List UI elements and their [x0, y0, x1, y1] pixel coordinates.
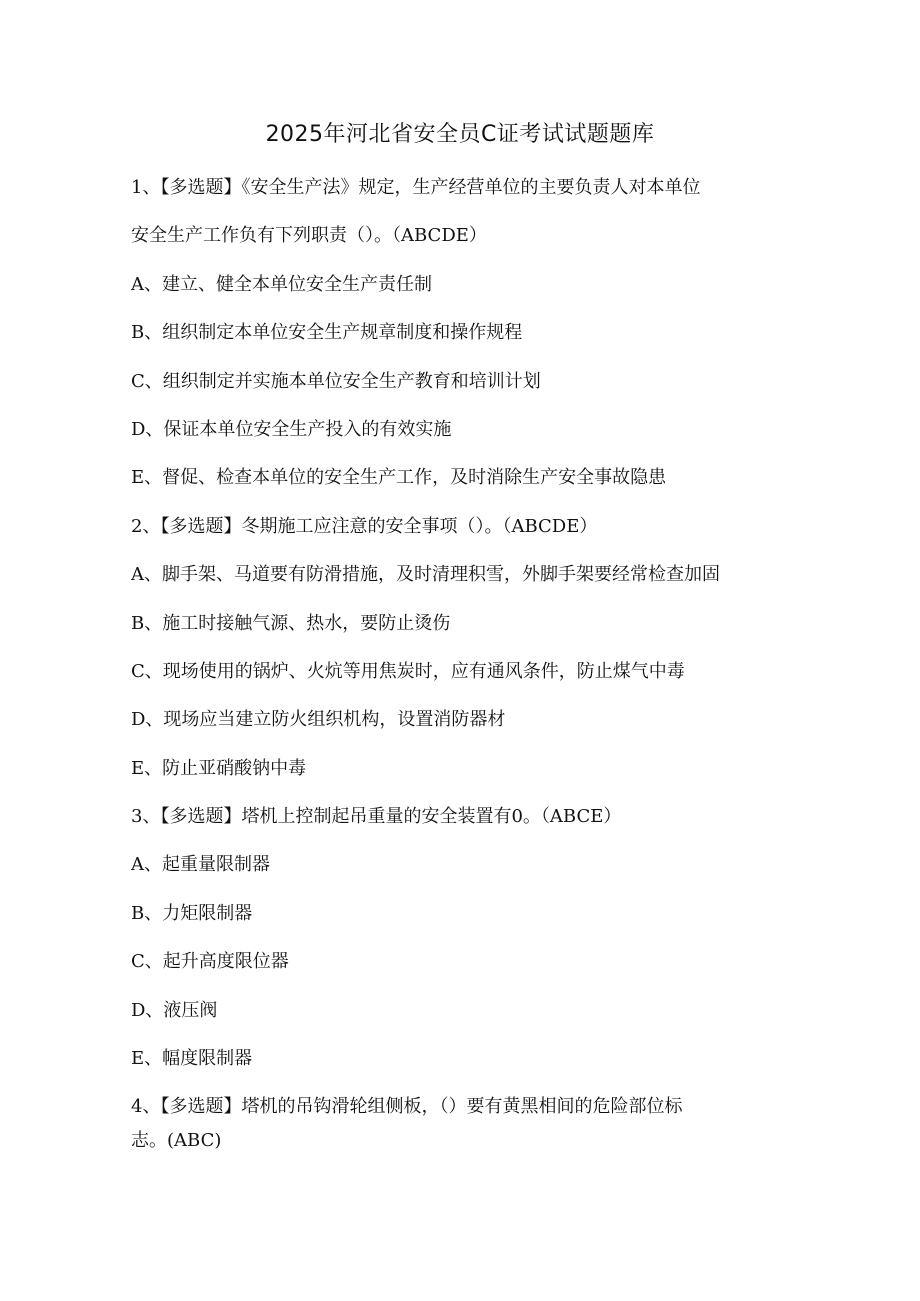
question-3-option-b: B、力矩限制器: [131, 902, 253, 924]
question-4-stem-line-1: 4、【多选题】塔机的吊钩滑轮组侧板，（）要有黄黑相间的危险部位标: [131, 1096, 683, 1118]
question-2-option-b: B、施工时接触气源、热水，要防止烫伤: [131, 612, 451, 634]
document-body: [131, 164, 791, 1158]
question-4-stem-line-2: 志。(ABC): [131, 1130, 222, 1152]
question-2-option-c: C、现场使用的锅炉、火炕等用焦炭时，应有通风条件，防止煤气中毒: [131, 660, 685, 682]
question-1-option-a: A、建立、健全本单位安全生产责任制: [131, 273, 432, 295]
question-3-option-c: C、起升高度限位器: [131, 951, 289, 973]
question-3-option-d: D、液压阀: [131, 999, 218, 1021]
question-1-option-c: C、组织制定并实施本单位安全生产教育和培训计划: [131, 370, 541, 392]
question-3-option-e: E、幅度限制器: [131, 1048, 253, 1070]
question-1-stem-line-2: 安全生产工作负有下列职责（）。（ABCDE）: [131, 225, 487, 247]
question-1-option-e: E、督促、检查本单位的安全生产工作，及时消除生产安全事故隐患: [131, 467, 667, 489]
question-2-stem: 2、【多选题】冬期施工应注意的安全事项（）。（ABCDE）: [131, 515, 598, 537]
question-3-option-a: A、起重量限制器: [131, 854, 270, 876]
question-2-option-e: E、防止亚硝酸钠中毒: [131, 757, 307, 779]
question-2-option-a: A、脚手架、马道要有防滑措施，及时清理积雪，外脚手架要经常检查加固: [131, 564, 720, 586]
document-title: 2025年河北省安全员C证考试试题题库: [265, 122, 655, 147]
question-1-stem-line-1: 1、【多选题】《安全生产法》规定，生产经营单位的主要负责人对本单位: [131, 177, 701, 198]
question-1-option-d: D、保证本单位安全生产投入的有效实施: [131, 418, 452, 440]
question-1-option-b: B、组织制定本单位安全生产规章制度和操作规程: [131, 322, 523, 344]
question-3-stem: 3、【多选题】塔机上控制起吊重量的安全装置有0。（ABCE）: [131, 806, 622, 828]
question-2-option-d: D、现场应当建立防火组织机构，设置消防器材: [131, 709, 506, 731]
